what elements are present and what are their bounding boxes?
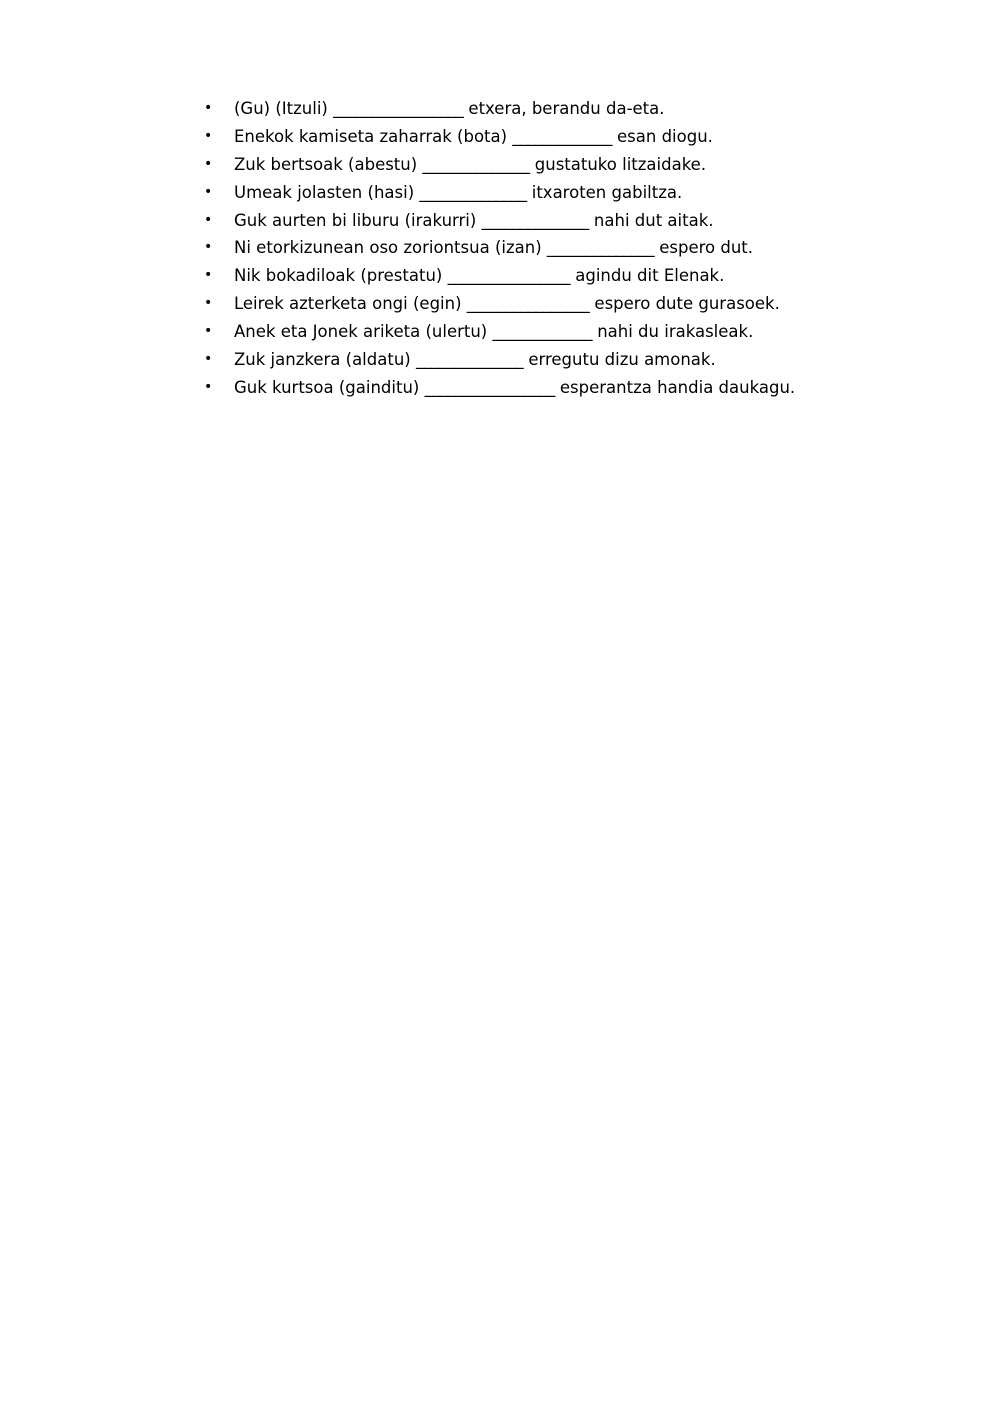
- sentence-start: Leirek azterketa ongi (egin): [234, 294, 467, 314]
- exercise-item-10: [200, 346, 920, 374]
- sentence-end: espero dute gurasoek.: [589, 294, 780, 314]
- bullet-icon: •: [204, 267, 213, 284]
- exercise-item-2: [200, 123, 920, 151]
- exercise-item-8: [200, 290, 920, 318]
- sentence-end: espero dut.: [653, 238, 754, 258]
- bullet-icon: •: [204, 323, 213, 340]
- answer-blank: ________________: [466, 294, 590, 314]
- exercise-item-6: [200, 234, 920, 262]
- sentence-start: Nik bokadiloak (prestatu): [234, 266, 448, 286]
- answer-blank: ______________: [481, 210, 589, 230]
- answer-blank: _________________: [424, 377, 555, 397]
- sentence-start: (Gu) (Itzuli): [234, 99, 334, 118]
- sentence-end: esperantza handia daukagu.: [554, 377, 796, 397]
- sentence-end: nahi dut aitak.: [588, 210, 714, 230]
- exercise-item-1: [200, 95, 920, 123]
- sentence-end: nahi du irakasleak.: [591, 322, 754, 342]
- sentence-start: Umeak jolasten (hasi): [234, 182, 420, 202]
- exercise-item-9: [200, 318, 920, 346]
- exercise-item-3: [200, 151, 920, 179]
- bullet-icon: •: [204, 351, 213, 368]
- answer-blank: ______________: [419, 182, 527, 202]
- answer-blank: ________________: [447, 266, 570, 286]
- sentence-end: etxera, berandu da-eta.: [463, 99, 665, 118]
- sentence-end: gustatuko litzaidake.: [529, 154, 707, 174]
- answer-blank: ______________: [422, 154, 530, 174]
- exercise-list: [200, 95, 920, 402]
- answer-blank: _____________: [492, 322, 592, 342]
- sentence-start: Zuk janzkera (aldatu): [234, 350, 416, 370]
- sentence-end: erregutu dizu amonak.: [523, 350, 716, 370]
- sentence-end: agindu dit Elenak.: [570, 266, 725, 286]
- exercise-item-5: [200, 207, 920, 235]
- sentence-start: Guk kurtsoa (gainditu): [234, 377, 425, 397]
- bullet-icon: •: [204, 127, 213, 144]
- sentence-start: Zuk bertsoak (abestu): [234, 154, 423, 174]
- sentence-start: Enekok kamiseta zaharrak (bota): [234, 126, 513, 146]
- exercise-item-4: [200, 179, 920, 207]
- answer-blank: _________________: [333, 99, 464, 118]
- answer-blank: ______________: [546, 238, 654, 258]
- bullet-icon: •: [204, 183, 213, 200]
- sentence-start: Ni etorkizunean oso zoriontsua (izan): [234, 238, 547, 258]
- bullet-icon: •: [204, 378, 213, 395]
- sentence-start: Anek eta Jonek ariketa (ulertu): [234, 322, 493, 342]
- bullet-icon: •: [204, 211, 213, 228]
- sentence-end: itxaroten gabiltza.: [526, 182, 683, 202]
- bullet-icon: •: [204, 155, 213, 172]
- bullet-icon: •: [204, 295, 213, 312]
- bullet-icon: •: [204, 100, 213, 116]
- answer-blank: _____________: [512, 126, 612, 146]
- exercise-item-11: [200, 374, 920, 402]
- answer-blank: ______________: [415, 350, 524, 370]
- bullet-icon: •: [204, 239, 213, 256]
- sentence-end: esan diogu.: [611, 126, 713, 146]
- sentence-start: Guk aurten bi liburu (irakurri): [234, 210, 482, 230]
- exercise-item-7: [200, 262, 920, 290]
